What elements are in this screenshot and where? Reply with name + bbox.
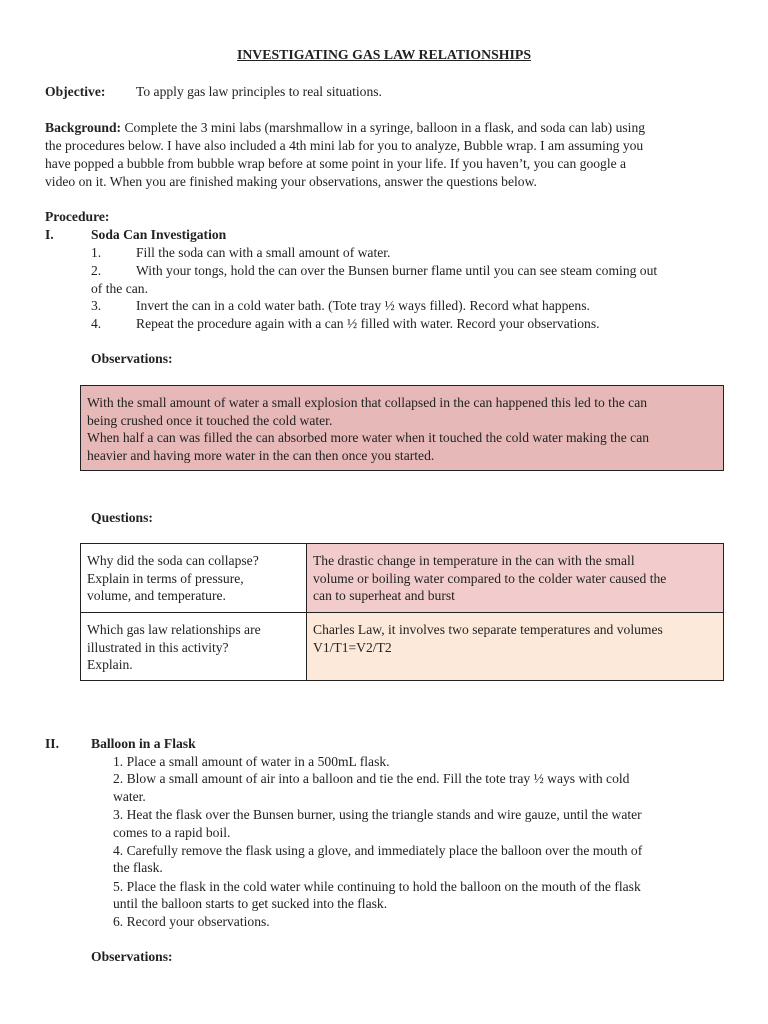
document-title: INVESTIGATING GAS LAW RELATIONSHIPS xyxy=(236,47,532,62)
step-number: 3. xyxy=(91,298,102,313)
background-label: Background: xyxy=(45,120,122,135)
objective-text: To apply gas law principles to real situations. xyxy=(136,84,382,99)
step-text: 3. Heat the flask over the Bunsen burner, using the triangle stands and wire gauze, until the water xyxy=(113,807,642,822)
question-line: Explain. xyxy=(87,657,133,672)
step-text: Invert the can in a cold water bath. (Tote tray ½ ways filled). Record what happens. xyxy=(136,298,590,313)
questions-label: Questions: xyxy=(91,510,153,525)
observation-line: With the small amount of water a small explosion that collapsed in the can happened this led to the can xyxy=(87,395,648,410)
background-paragraph xyxy=(45,119,725,191)
answer-cell[interactable] xyxy=(307,613,724,681)
background-line: have popped a bubble from bubble wrap before at some point in your life. If you haven’t, you can google a xyxy=(45,156,627,171)
background-line: Complete the 3 mini labs (marshmallow in a syringe, balloon in a flask, and soda can lab) using xyxy=(121,120,646,135)
background-line: video on it. When you are finished making your observations, answer the questions below. xyxy=(45,174,537,189)
answer-line: volume or boiling water compared to the colder water caused the xyxy=(313,570,667,586)
question-line: Explain in terms of pressure, xyxy=(87,570,244,586)
question-cell xyxy=(81,613,307,681)
observations-label: Observations: xyxy=(91,949,173,964)
step-text: 2. Blow a small amount of air into a balloon and tie the end. Fill the tote tray ½ ways with cold xyxy=(113,771,630,786)
observation-line: heavier and having more water in the can then once you started. xyxy=(87,447,435,463)
answer-line: V1/T1=V2/T2 xyxy=(313,639,392,655)
observations-label: Observations: xyxy=(91,351,173,366)
table-row xyxy=(81,544,724,613)
step-text: 6. Record your observations. xyxy=(113,914,270,929)
answer-cell[interactable] xyxy=(307,544,724,613)
section1-numeral: I. xyxy=(45,227,54,242)
section1-heading: Soda Can Investigation xyxy=(91,227,227,242)
section2-numeral: II. xyxy=(45,736,59,751)
step-text: 4. Carefully remove the flask using a glove, and immediately place the balloon over the mouth of xyxy=(113,843,643,858)
section2-heading: Balloon in a Flask xyxy=(91,736,196,751)
question-cell xyxy=(81,544,307,613)
observation-line: When half a can was filled the can absorbed more water when it touched the cold water making the can xyxy=(87,430,650,445)
answer-line: Charles Law, it involves two separate temperatures and volumes xyxy=(313,622,663,637)
question-line: illustrated in this activity? xyxy=(87,639,229,655)
question-line: volume, and temperature. xyxy=(87,588,226,603)
questions-table xyxy=(80,543,724,681)
step-text: 1. Place a small amount of water in a 500mL flask. xyxy=(113,754,390,769)
table-row xyxy=(81,613,724,681)
procedure-label: Procedure: xyxy=(45,209,110,224)
step-text-continued: of the can. xyxy=(91,281,148,296)
answer-line: can to superheat and burst xyxy=(313,588,455,603)
step-text-continued: the flask. xyxy=(113,860,163,875)
step-text-continued: until the balloon starts to get sucked into the flask. xyxy=(113,896,388,911)
step-text: 5. Place the flask in the cold water while continuing to hold the balloon on the mouth of the flask xyxy=(113,879,641,894)
step-text: Fill the soda can with a small amount of water. xyxy=(136,245,391,260)
observations-box xyxy=(80,385,724,471)
step-text-continued: comes to a rapid boil. xyxy=(113,825,231,840)
question-line: Why did the soda can collapse? xyxy=(87,553,259,568)
observation-line: being crushed once it touched the cold water. xyxy=(87,412,333,428)
question-line: Which gas law relationships are xyxy=(87,622,261,637)
step-text-continued: water. xyxy=(113,789,146,804)
step-text: With your tongs, hold the can over the Bunsen burner flame until you can see steam coming out xyxy=(136,263,658,278)
objective-label: Objective: xyxy=(45,84,106,99)
step-number: 1. xyxy=(91,245,102,260)
background-line: the procedures below. I have also included a 4th mini lab for you to analyze, Bubble wrap. I am assuming you xyxy=(45,138,644,153)
step-text: Repeat the procedure again with a can ½ filled with water. Record your observations. xyxy=(136,316,600,331)
answer-line: The drastic change in temperature in the can with the small xyxy=(313,553,635,568)
step-number: 4. xyxy=(91,316,102,331)
step-number: 2. xyxy=(91,263,102,278)
